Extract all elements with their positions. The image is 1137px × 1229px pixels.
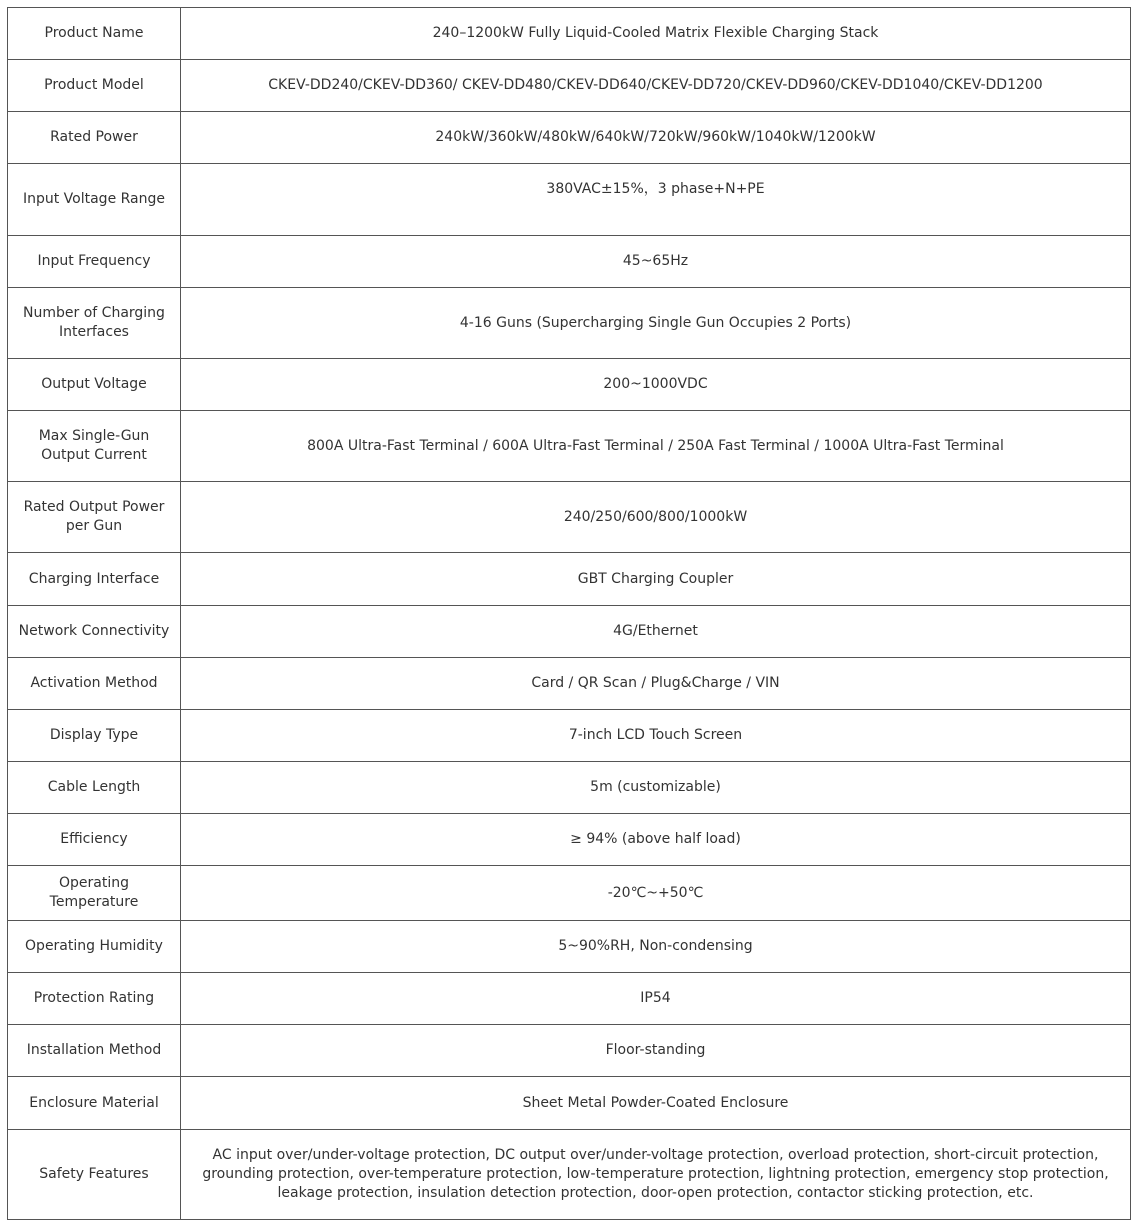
spec-value: 240kW/360kW/480kW/640kW/720kW/960kW/1040kW/1200kW xyxy=(181,112,1131,164)
spec-label: Number of Charging Interfaces xyxy=(8,288,181,359)
spec-value: -20℃~+50℃ xyxy=(181,866,1131,921)
table-row xyxy=(8,288,1131,359)
spec-value: AC input over/under-voltage protection, DC output over/under-voltage protection, overload protection, short-circuit protection, grounding protection, over-temperature protection, low-temperature protection, lightning protection, emergency stop protection, leakage protection, insulation detection protection, door-open protection, contactor sticking protection, etc. xyxy=(181,1130,1131,1220)
spec-value: IP54 xyxy=(181,973,1131,1025)
spec-value: 240/250/600/800/1000kW xyxy=(181,482,1131,553)
spec-value: Sheet Metal Powder-Coated Enclosure xyxy=(181,1077,1131,1130)
table-row xyxy=(8,1077,1131,1130)
spec-label: Safety Features xyxy=(8,1130,181,1220)
spec-label: Cable Length xyxy=(8,762,181,814)
table-row xyxy=(8,658,1131,710)
spec-table xyxy=(7,7,1131,1220)
spec-value: Floor-standing xyxy=(181,1025,1131,1077)
table-row xyxy=(8,411,1131,482)
table-row xyxy=(8,1025,1131,1077)
spec-label: Installation Method xyxy=(8,1025,181,1077)
table-row xyxy=(8,710,1131,762)
spec-value: ≥ 94% (above half load) xyxy=(181,814,1131,866)
spec-value: CKEV-DD240/CKEV-DD360/ CKEV-DD480/CKEV-DD640/CKEV-DD720/CKEV-DD960/CKEV-DD1040/CKEV-DD1200 xyxy=(181,60,1131,112)
spec-label: Charging Interface xyxy=(8,553,181,606)
table-row xyxy=(8,866,1131,921)
spec-label: Rated Power xyxy=(8,112,181,164)
spec-label: Product Model xyxy=(8,60,181,112)
spec-label: Input Voltage Range xyxy=(8,164,181,236)
spec-value: 5~90%RH, Non-condensing xyxy=(181,921,1131,973)
spec-label: Activation Method xyxy=(8,658,181,710)
spec-label: Rated Output Power per Gun xyxy=(8,482,181,553)
table-row xyxy=(8,482,1131,553)
table-row xyxy=(8,112,1131,164)
table-row xyxy=(8,60,1131,112)
table-row xyxy=(8,762,1131,814)
table-row xyxy=(8,814,1131,866)
spec-label: Operating Temperature xyxy=(8,866,181,921)
spec-label: Network Connectivity xyxy=(8,606,181,658)
table-row xyxy=(8,606,1131,658)
table-row xyxy=(8,973,1131,1025)
spec-value: 240–1200kW Fully Liquid-Cooled Matrix Flexible Charging Stack xyxy=(181,8,1131,60)
spec-value: 45~65Hz xyxy=(181,236,1131,288)
spec-value: 200~1000VDC xyxy=(181,359,1131,411)
spec-value: GBT Charging Coupler xyxy=(181,553,1131,606)
spec-label: Max Single-Gun Output Current xyxy=(8,411,181,482)
spec-value: 7-inch LCD Touch Screen xyxy=(181,710,1131,762)
spec-label: Input Frequency xyxy=(8,236,181,288)
spec-label: Enclosure Material xyxy=(8,1077,181,1130)
spec-value: 4G/Ethernet xyxy=(181,606,1131,658)
spec-label: Efficiency xyxy=(8,814,181,866)
spec-label: Protection Rating xyxy=(8,973,181,1025)
table-row xyxy=(8,921,1131,973)
table-row xyxy=(8,359,1131,411)
table-row xyxy=(8,164,1131,236)
spec-value: 4-16 Guns (Supercharging Single Gun Occupies 2 Ports) xyxy=(181,288,1131,359)
table-row xyxy=(8,1130,1131,1220)
spec-label: Display Type xyxy=(8,710,181,762)
table-row xyxy=(8,553,1131,606)
spec-value: Card / QR Scan / Plug&Charge / VIN xyxy=(181,658,1131,710)
table-row xyxy=(8,236,1131,288)
spec-value: 800A Ultra-Fast Terminal / 600A Ultra-Fast Terminal / 250A Fast Terminal / 1000A Ultra-Fast Terminal xyxy=(181,411,1131,482)
spec-label: Operating Humidity xyxy=(8,921,181,973)
spec-value: 5m (customizable) xyxy=(181,762,1131,814)
spec-value: 380VAC±15%，3 phase+N+PE xyxy=(181,164,1131,236)
spec-label: Product Name xyxy=(8,8,181,60)
spec-label: Output Voltage xyxy=(8,359,181,411)
table-row xyxy=(8,8,1131,60)
